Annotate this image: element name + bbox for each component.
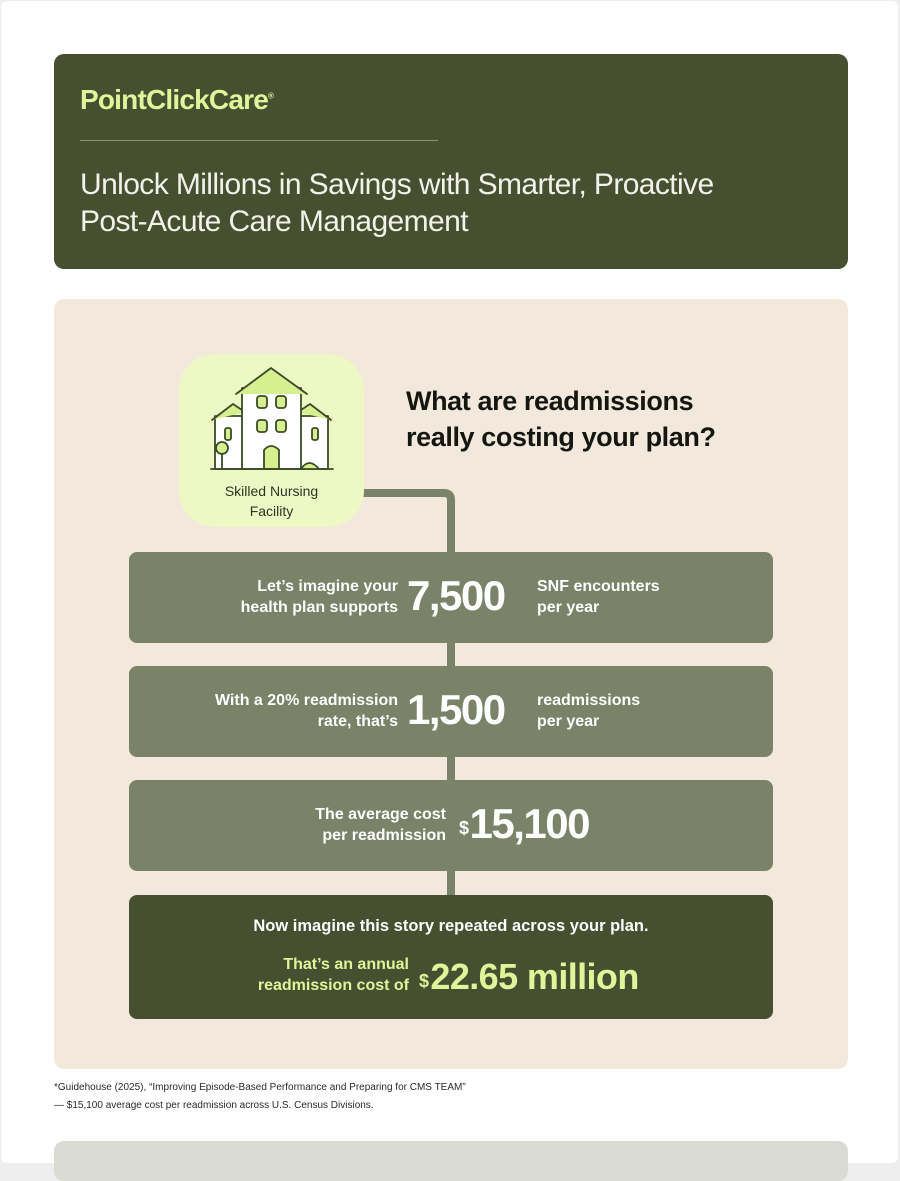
step-snf-encounters (129, 552, 773, 643)
brand-name: PointClickCare (80, 84, 268, 115)
skilled-nursing-facility-card (179, 354, 364, 527)
nursing-facility-building-icon (209, 360, 334, 478)
footnote (54, 1079, 844, 1115)
annual-cost-value: 22.65 million (430, 956, 639, 997)
step-readmissions (129, 666, 773, 757)
brand-logo (80, 84, 273, 116)
step-average-cost (129, 780, 773, 871)
step-tail-text: SNF encounters per year (537, 578, 660, 616)
summary-value-wrapper (419, 949, 639, 1005)
step-value-wrapper (459, 796, 589, 852)
step-lead-text: The average cost per readmission (315, 806, 446, 844)
annual-cost-summary (129, 895, 773, 1019)
readmission-cost-panel (54, 299, 848, 1069)
currency-symbol: $ (419, 971, 429, 991)
step-tail-text: readmissions per year (537, 692, 641, 730)
header-divider (80, 140, 438, 141)
step-value: 7,500 (407, 572, 505, 619)
next-section-peek (54, 1141, 848, 1181)
page-title: Unlock Millions in Savings with Smarter, Proactive Post-Acute Care Management (80, 168, 714, 238)
header-banner (54, 54, 848, 269)
step-value: 15,100 (469, 800, 589, 847)
step-lead-text: With a 20% readmission rate, that’s (214, 692, 398, 730)
step-lead-text: Let’s imagine your health plan supports (240, 578, 398, 616)
summary-title: Now imagine this story repeated across your plan. (253, 917, 649, 935)
brand-registered-mark: ® (267, 91, 274, 101)
facility-label: Skilled Nursing Facility (224, 483, 319, 519)
step-value: 1,500 (407, 686, 505, 733)
section-question: What are readmissions really costing your plan? (406, 386, 716, 452)
currency-symbol: $ (459, 818, 468, 838)
footnote-source: *Guidehouse (2025), “Improving Episode-Based Performance and Preparing for CMS TEAM” (54, 1082, 466, 1093)
page (1, 1, 898, 1163)
footnote-detail: — $15,100 average cost per readmission across U.S. Census Divisions. (54, 1100, 374, 1111)
summary-lead-text: That’s an annual readmission cost of (257, 956, 409, 994)
